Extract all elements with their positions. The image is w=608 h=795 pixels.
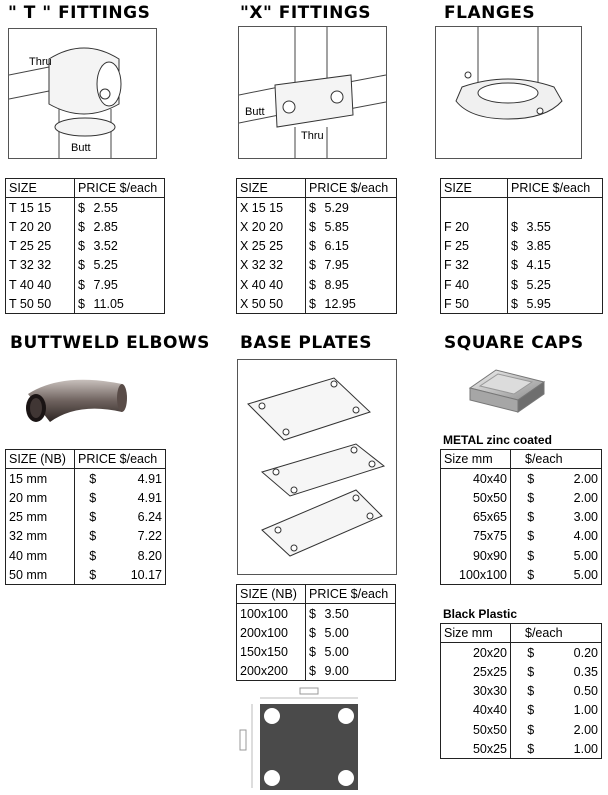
elbows-table xyxy=(5,449,166,585)
t-fittings-table xyxy=(5,178,165,314)
col-header-price: $/each xyxy=(511,624,602,643)
x-butt-label: Butt xyxy=(245,106,265,118)
table-row: 65x65 $ 3.00 xyxy=(441,507,602,526)
x-fitting-image xyxy=(238,26,387,159)
col-header-price: $/each xyxy=(511,450,602,469)
table-row: F 40 $ 5.25 xyxy=(441,275,603,294)
col-header-price: PRICE $/each xyxy=(306,585,396,604)
elbow-image xyxy=(22,372,132,428)
table-row: T 25 25 $ 3.52 xyxy=(6,236,165,255)
table-row: 25x25 $ 0.35 xyxy=(441,662,602,681)
x-fittings-title: "X" FITTINGS xyxy=(240,3,372,23)
table-row: X 15 15 $ 5.29 xyxy=(237,198,397,217)
table-row: X 50 50 $ 12.95 xyxy=(237,294,397,313)
flange-image xyxy=(435,26,582,159)
table-row: F 32 $ 4.15 xyxy=(441,256,603,275)
table-row: 90x90 $ 5.00 xyxy=(441,546,602,565)
t-fittings-title: " T " FITTINGS xyxy=(8,3,151,23)
table-row: 50x25 $ 1.00 xyxy=(441,739,602,758)
table-row: 20x20 $ 0.20 xyxy=(441,643,602,662)
table-row: 50x50 $ 2.00 xyxy=(441,488,602,507)
table-row: T 15 15 $ 2.55 xyxy=(6,198,165,217)
table-row: 100x100 $ 3.50 xyxy=(237,604,396,623)
t-thru-label: Thru xyxy=(29,56,52,68)
col-header-price: PRICE $/each xyxy=(508,179,603,198)
col-header-size: SIZE (NB) xyxy=(6,450,75,469)
col-header-size: Size mm xyxy=(441,450,511,469)
table-row: X 40 40 $ 8.95 xyxy=(237,275,397,294)
table-row: X 25 25 $ 6.15 xyxy=(237,236,397,255)
table-row: 40 mm $ 8.20 xyxy=(6,546,166,565)
table-row: 200x200 $ 9.00 xyxy=(237,662,396,681)
x-thru-label: Thru xyxy=(301,130,324,142)
base-plates-title: BASE PLATES xyxy=(240,333,372,353)
square-caps-title: SQUARE CAPS xyxy=(444,333,584,353)
table-row: 75x75 $ 4.00 xyxy=(441,527,602,546)
col-header-size: SIZE xyxy=(441,179,508,198)
table-row: 150x150 $ 5.00 xyxy=(237,642,396,661)
table-row: 30x30 $ 0.50 xyxy=(441,681,602,700)
table-row: 20 mm $ 4.91 xyxy=(6,488,166,507)
table-row: T 32 32 $ 5.25 xyxy=(6,256,165,275)
col-header-size: SIZE xyxy=(6,179,75,198)
flanges-table xyxy=(440,178,603,314)
table-row: 40x40 $ 2.00 xyxy=(441,469,602,488)
plastic-caps-subtitle: Black Plastic xyxy=(443,607,518,621)
table-row: X 32 32 $ 7.95 xyxy=(237,256,397,275)
col-header-price: PRICE $/each xyxy=(75,450,166,469)
table-row: F 50 $ 5.95 xyxy=(441,294,603,313)
col-header-size: Size mm xyxy=(441,624,511,643)
metal-caps-table xyxy=(440,449,602,585)
table-row: 50 mm $ 10.17 xyxy=(6,565,166,584)
metal-caps-subtitle: METAL zinc coated xyxy=(443,433,552,447)
plastic-caps-table xyxy=(440,623,602,759)
table-row: 15 mm $ 4.91 xyxy=(6,469,166,488)
col-header-size: SIZE xyxy=(237,179,306,198)
t-fitting-image xyxy=(8,28,157,159)
table-row: X 20 20 $ 5.85 xyxy=(237,217,397,236)
x-fittings-table xyxy=(236,178,397,314)
table-row: 200x100 $ 5.00 xyxy=(237,623,396,642)
table-row xyxy=(441,198,603,217)
col-header-size: SIZE (NB) xyxy=(237,585,306,604)
flanges-title: FLANGES xyxy=(444,3,536,23)
table-row: 25 mm $ 6.24 xyxy=(6,507,166,526)
table-row: 32 mm $ 7.22 xyxy=(6,527,166,546)
col-header-price: PRICE $/each xyxy=(75,179,165,198)
col-header-price: PRICE $/each xyxy=(306,179,397,198)
table-row: 40x40 $ 1.00 xyxy=(441,701,602,720)
base-plate-drawing xyxy=(236,684,368,792)
square-cap-image xyxy=(468,360,548,416)
table-row: F 25 $ 3.85 xyxy=(441,236,603,255)
base-plates-table xyxy=(236,584,396,681)
table-row: 50x50 $ 2.00 xyxy=(441,720,602,739)
table-row: 100x100 $ 5.00 xyxy=(441,565,602,584)
table-row: T 40 40 $ 7.95 xyxy=(6,275,165,294)
table-row: F 20 $ 3.55 xyxy=(441,217,603,236)
elbows-title: BUTTWELD ELBOWS xyxy=(10,333,210,353)
table-row: T 20 20 $ 2.85 xyxy=(6,217,165,236)
base-plates-image xyxy=(237,359,397,575)
t-butt-label: Butt xyxy=(71,142,91,154)
table-row: T 50 50 $ 11.05 xyxy=(6,294,165,313)
